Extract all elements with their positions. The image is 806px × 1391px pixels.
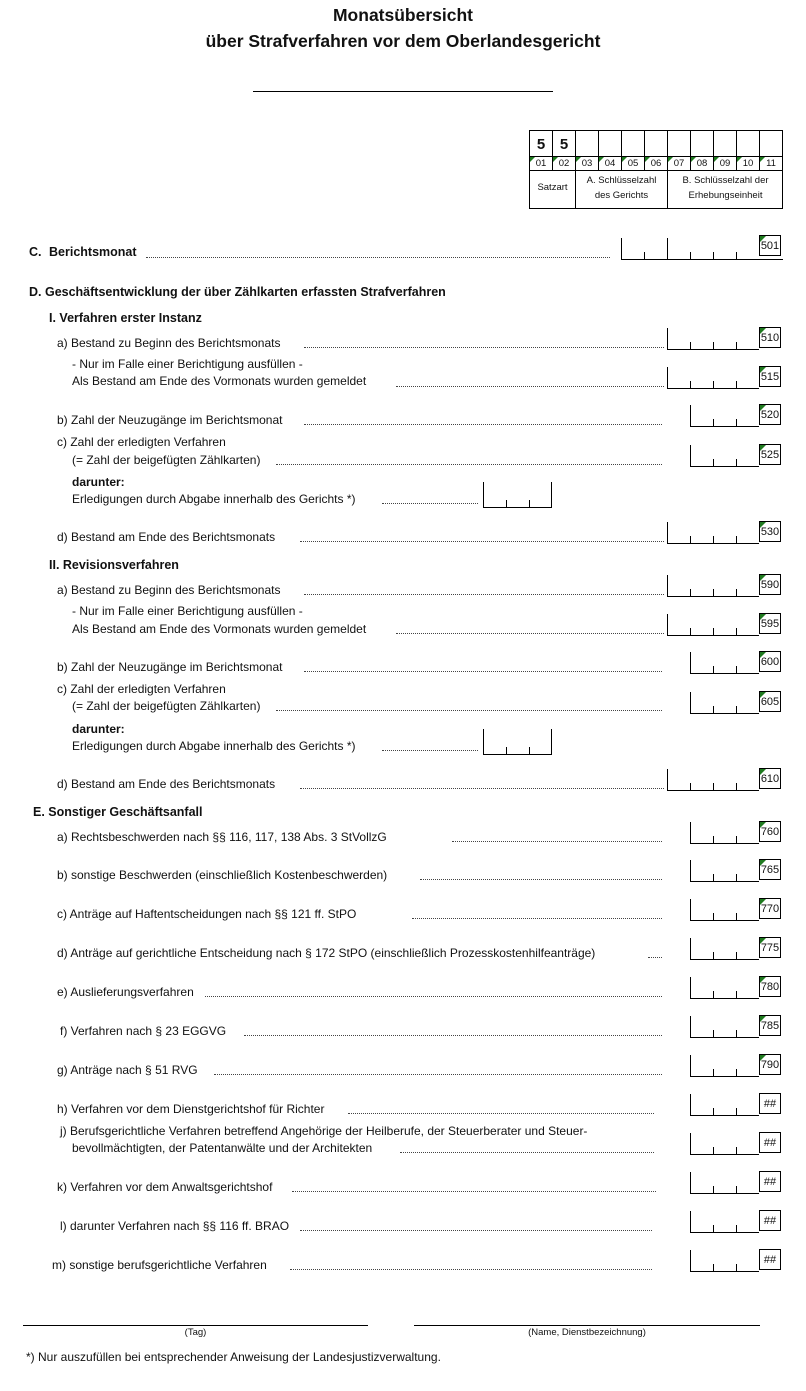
code-box: 525	[759, 444, 781, 465]
section-c-label: Berichtsmonat	[49, 245, 137, 259]
name-label: (Name, Dienstbezeichnung)	[528, 1327, 646, 1338]
e-h-entry[interactable]	[690, 1094, 759, 1116]
section-e-heading: E. Sonstiger Geschäftsanfall	[33, 805, 203, 819]
e-m-entry[interactable]	[690, 1250, 759, 1272]
code-box: 510	[759, 327, 781, 348]
form-title-line2: über Strafverfahren vor dem Oberlandesgericht	[205, 31, 601, 51]
e-l-entry[interactable]	[690, 1211, 759, 1233]
d1-a-note2: Als Bestand am Ende des Vormonats wurden gemeldet	[72, 374, 367, 388]
d2-a-vormonat-entry[interactable]	[667, 614, 759, 636]
key-b-label-2: Erhebungseinheit	[688, 190, 763, 201]
d2-b-entry[interactable]	[690, 652, 759, 674]
code-box: 520	[759, 404, 781, 425]
e-k-entry[interactable]	[690, 1172, 759, 1194]
e-m-label: m) sonstige berufsgerichtliche Verfahren	[52, 1258, 267, 1272]
e-h-label: h) Verfahren vor dem Dienstgerichtshof für Richter	[57, 1102, 325, 1116]
d2-c-label: c) Zahl der erledigten Verfahren	[57, 682, 226, 696]
d2-a-label: a) Bestand zu Beginn des Berichtsmonats	[57, 583, 281, 597]
d2-c-label2: (= Zahl der beigefügten Zählkarten)	[72, 699, 261, 713]
e-k-label: k) Verfahren vor dem Anwaltsgerichtshof	[57, 1180, 273, 1194]
d1-c-label2: (= Zahl der beigefügten Zählkarten)	[72, 453, 261, 467]
footnote: *) Nur auszufüllen bei entsprechender Anweisung der Landesjustizverwaltung.	[26, 1350, 441, 1364]
key-number: 11	[760, 157, 782, 170]
key-number: 08	[691, 157, 713, 170]
d2-darunter-text: Erledigungen durch Abgabe innerhalb des Gerichts *)	[72, 739, 356, 753]
key-number: 02	[553, 157, 575, 170]
date-signature-line[interactable]	[23, 1325, 368, 1326]
key-number: 04	[599, 157, 621, 170]
code-box: ##	[759, 1093, 781, 1114]
d1-a-label: a) Bestand zu Beginn des Berichtsmonats	[57, 336, 281, 350]
e-f-label: f) Verfahren nach § 23 EGGVG	[60, 1024, 227, 1038]
code-box: 530	[759, 521, 781, 542]
code-box: 780	[759, 976, 781, 997]
date-label: (Tag)	[184, 1327, 207, 1338]
code-box: 785	[759, 1015, 781, 1036]
d2-b-label: b) Zahl der Neuzugänge im Berichtsmonat	[57, 660, 283, 674]
d1-c-label: c) Zahl der erledigten Verfahren	[57, 435, 226, 449]
code-box: 790	[759, 1054, 781, 1075]
d1-b-label: b) Zahl der Neuzugänge im Berichtsmonat	[57, 413, 283, 427]
key-number: 06	[645, 157, 667, 170]
e-c-entry[interactable]	[690, 899, 759, 921]
d2-darunter: darunter:	[72, 722, 125, 736]
d1-darunter-text: Erledigungen durch Abgabe innerhalb des Gerichts *)	[72, 492, 356, 506]
e-e-entry[interactable]	[690, 977, 759, 999]
code-box: ##	[759, 1171, 781, 1192]
code-box: 595	[759, 613, 781, 634]
d2-a-note1: - Nur im Falle einer Berichtigung ausfüllen -	[72, 604, 303, 618]
d2-a-entry[interactable]	[667, 575, 759, 597]
e-a-label: a) Rechtsbeschwerden nach §§ 116, 117, 138 Abs. 3 StVollzG	[57, 830, 387, 844]
satzart-digit-2: 5	[559, 136, 569, 153]
code-box: 775	[759, 937, 781, 958]
e-j-label2: bevollmächtigten, der Patentanwälte und der Architekten	[72, 1141, 373, 1155]
code-box: 770	[759, 898, 781, 919]
code-box: ##	[759, 1210, 781, 1231]
key-number: 07	[668, 157, 690, 170]
d1-d-label: d) Bestand am Ende des Berichtsmonats	[57, 530, 276, 544]
e-g-entry[interactable]	[690, 1055, 759, 1077]
title-underline	[253, 91, 553, 92]
d2-d-label: d) Bestand am Ende des Berichtsmonats	[57, 777, 276, 791]
code-box: ##	[759, 1132, 781, 1153]
e-d-entry[interactable]	[690, 938, 759, 960]
d1-c-entry[interactable]	[690, 445, 759, 467]
key-a-label-2: des Gerichts	[594, 190, 649, 201]
d2-a-note2: Als Bestand am Ende des Vormonats wurden gemeldet	[72, 622, 367, 636]
code-box: 501	[759, 235, 781, 256]
d2-c-entry[interactable]	[690, 692, 759, 714]
satzart-digit-1: 5	[536, 136, 546, 153]
d1-d-entry[interactable]	[667, 522, 759, 544]
code-box: 600	[759, 651, 781, 672]
section-d-heading: D. Geschäftsentwicklung der über Zählkarten erfassten Strafverfahren	[29, 285, 446, 299]
e-b-entry[interactable]	[690, 860, 759, 882]
code-box: ##	[759, 1249, 781, 1270]
e-e-label: e) Auslieferungsverfahren	[57, 985, 194, 999]
e-b-label: b) sonstige Beschwerden (einschließlich Kostenbeschwerden)	[57, 868, 388, 882]
e-a-entry[interactable]	[690, 822, 759, 844]
key-number: 03	[576, 157, 598, 170]
key-b-label-1: B. Schlüsselzahl der	[682, 175, 769, 186]
key-a-label-1: A. Schlüsselzahl	[586, 175, 657, 186]
satzart-label: Satzart	[537, 182, 568, 193]
e-g-label: g) Anträge nach § 51 RVG	[57, 1063, 198, 1077]
code-box: 610	[759, 768, 781, 789]
e-j-entry[interactable]	[690, 1133, 759, 1155]
e-f-entry[interactable]	[690, 1016, 759, 1038]
e-j-label: j) Berufsgerichtliche Verfahren betreffend Angehörige der Heilberufe, der Steuerberater und Steuer-	[60, 1124, 588, 1138]
key-number: 05	[622, 157, 644, 170]
d1-b-entry[interactable]	[690, 405, 759, 427]
code-box: 590	[759, 574, 781, 595]
section-d-sub2: II. Revisionsverfahren	[49, 558, 179, 572]
d1-a-entry[interactable]	[667, 328, 759, 350]
section-c-letter: C.	[29, 245, 42, 259]
form-title-line1: Monatsübersicht	[332, 5, 474, 25]
e-d-label: d) Anträge auf gerichtliche Entscheidung nach § 172 StPO (einschließlich Prozesskostenhilfeanträge)	[57, 946, 596, 960]
e-c-label: c) Anträge auf Haftentscheidungen nach §§ 121 ff. StPO	[57, 907, 357, 921]
code-box: 605	[759, 691, 781, 712]
e-l-label: l) darunter Verfahren nach §§ 116 ff. BRAO	[60, 1219, 290, 1233]
code-box: 765	[759, 859, 781, 880]
name-signature-line[interactable]	[414, 1325, 760, 1326]
d1-darunter-entry[interactable]	[483, 482, 552, 508]
d1-darunter: darunter:	[72, 475, 125, 489]
section-d-sub1: I. Verfahren erster Instanz	[49, 311, 202, 325]
code-box: 760	[759, 821, 781, 842]
key-number: 09	[714, 157, 736, 170]
code-box: 515	[759, 366, 781, 387]
key-number: 01	[530, 157, 552, 170]
d1-a-vormonat-entry[interactable]	[667, 367, 759, 389]
d2-darunter-entry[interactable]	[483, 729, 552, 755]
key-number: 10	[737, 157, 759, 170]
d2-d-entry[interactable]	[667, 769, 759, 791]
d1-a-note1: - Nur im Falle einer Berichtigung ausfüllen -	[72, 357, 303, 371]
